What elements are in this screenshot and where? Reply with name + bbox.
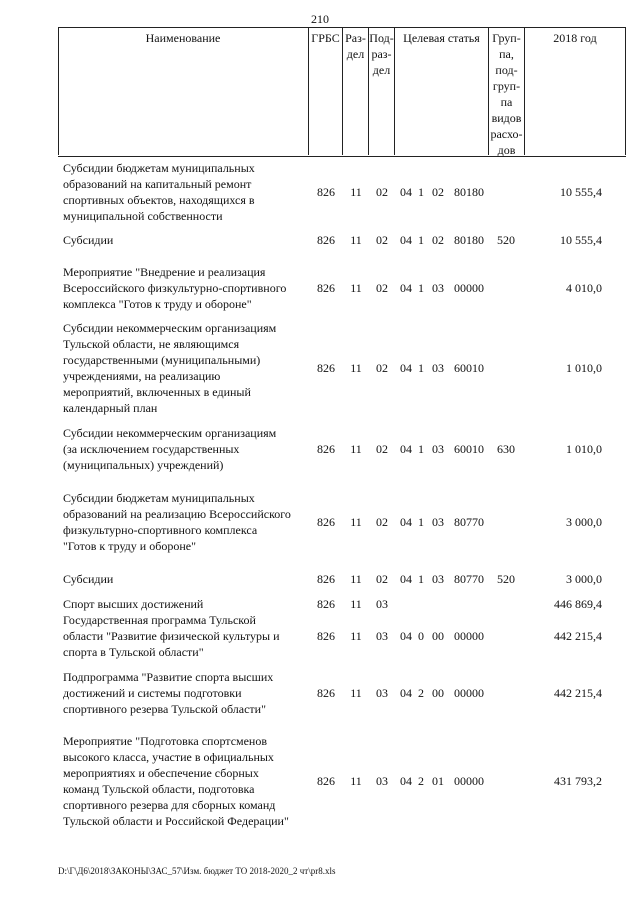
cell-target-event: 02 — [432, 185, 444, 199]
cell-target-program: 04 — [400, 361, 412, 375]
row-name: Государственная программа Тульской области "Развитие физической культуры и спорта в Тульской области" — [63, 613, 280, 659]
header-grbs: ГРБС — [311, 31, 340, 45]
cell-target-direction: 00000 — [454, 629, 484, 643]
cell-razdel: 11 — [350, 361, 362, 375]
cell-target-program: 04 — [400, 442, 412, 456]
row-name: Спорт высших достижений — [63, 597, 204, 611]
file-path-footer: D:\Г\Д6\2018\ЗАКОНЫ\ЗАС_57\Изм. бюджет ТО 2018-2020_2 чт\pr8.xls — [58, 866, 336, 876]
cell-group: 520 — [497, 233, 515, 247]
cell-sum: 442 215,4 — [554, 686, 602, 700]
cell-grbs: 826 — [317, 774, 335, 788]
cell-target-event: 00 — [432, 629, 444, 643]
cell-sum: 431 793,2 — [554, 774, 602, 788]
cell-sum: 4 010,0 — [566, 281, 602, 295]
cell-grbs: 826 — [317, 515, 335, 529]
row-name: Субсидии бюджетам муниципальных образований на капитальный ремонт спортивных объектов, находящихся в муниципальной собственности — [63, 161, 255, 223]
cell-target-direction: 60010 — [454, 442, 484, 456]
header-group: Груп- па, под- груп- па видов расхо- дов — [490, 31, 523, 157]
cell-podrazdel: 03 — [376, 686, 388, 700]
cell-sum: 10 555,4 — [560, 185, 602, 199]
cell-podrazdel: 02 — [376, 361, 388, 375]
cell-podrazdel: 02 — [376, 281, 388, 295]
cell-target-subprogram: 1 — [418, 572, 424, 586]
cell-target-subprogram: 1 — [418, 233, 424, 247]
cell-target-program: 04 — [400, 185, 412, 199]
row-name: Субсидии некоммерческим организациям (за исключением государственных (муниципальных) учреждений) — [63, 426, 277, 472]
cell-grbs: 826 — [317, 185, 335, 199]
page-number: 210 — [311, 12, 329, 26]
cell-target-direction: 80770 — [454, 572, 484, 586]
cell-target-direction: 60010 — [454, 361, 484, 375]
cell-podrazdel: 02 — [376, 233, 388, 247]
cell-target-direction: 80770 — [454, 515, 484, 529]
cell-grbs: 826 — [317, 597, 335, 611]
cell-target-subprogram: 1 — [418, 515, 424, 529]
row-name: Субсидии некоммерческим организациям Тульской области, не являющимся государственными (муниципальными) учреждениями, на реализацию мероприятий, включенных в единый календарный план — [63, 321, 277, 415]
cell-razdel: 11 — [350, 686, 362, 700]
cell-grbs: 826 — [317, 281, 335, 295]
cell-target-subprogram: 1 — [418, 281, 424, 295]
cell-target-direction: 80180 — [454, 233, 484, 247]
cell-sum: 442 215,4 — [554, 629, 602, 643]
cell-target-event: 03 — [432, 361, 444, 375]
cell-sum: 1 010,0 — [566, 442, 602, 456]
cell-podrazdel: 03 — [376, 597, 388, 611]
cell-sum: 446 869,4 — [554, 597, 602, 611]
header-divider — [625, 27, 626, 155]
cell-podrazdel: 03 — [376, 774, 388, 788]
cell-target-subprogram: 2 — [418, 686, 424, 700]
cell-razdel: 11 — [350, 281, 362, 295]
cell-razdel: 11 — [350, 442, 362, 456]
cell-target-program: 04 — [400, 281, 412, 295]
header-target: Целевая статья — [403, 31, 480, 45]
row-name: Субсидии бюджетам муниципальных образований на реализацию Всероссийского физкультурно-спортивного комплекса "Готов к труду и обороне" — [63, 491, 291, 553]
cell-target-subprogram: 1 — [418, 361, 424, 375]
cell-target-subprogram: 2 — [418, 774, 424, 788]
cell-sum: 3 000,0 — [566, 572, 602, 586]
cell-target-program: 04 — [400, 572, 412, 586]
cell-podrazdel: 02 — [376, 515, 388, 529]
cell-razdel: 11 — [350, 597, 362, 611]
header-name: Наименование — [145, 31, 221, 45]
header-podrazdel: Под- раз- дел — [369, 31, 394, 77]
cell-grbs: 826 — [317, 686, 335, 700]
cell-razdel: 11 — [350, 572, 362, 586]
cell-target-event: 03 — [432, 572, 444, 586]
cell-sum: 10 555,4 — [560, 233, 602, 247]
cell-target-program: 04 — [400, 515, 412, 529]
cell-target-program: 04 — [400, 686, 412, 700]
cell-grbs: 826 — [317, 629, 335, 643]
cell-target-event: 01 — [432, 774, 444, 788]
row-name: Мероприятие "Подготовка спортсменов высокого класса, участие в официальных мероприятиях и обеспечение сборных команд Тульской области, подготовка спортивного резерва для сборных команд Тульской области и Российской Федерации" — [63, 734, 289, 828]
header-razdel: Раз- дел — [345, 31, 366, 61]
cell-group: 520 — [497, 572, 515, 586]
cell-target-subprogram: 1 — [418, 442, 424, 456]
cell-target-event: 00 — [432, 686, 444, 700]
cell-target-program: 04 — [400, 629, 412, 643]
row-name: Мероприятие "Внедрение и реализация Всероссийского физкультурно-спортивного комплекса "Готов к труду и обороне" — [63, 265, 287, 311]
cell-razdel: 11 — [350, 233, 362, 247]
cell-target-program: 04 — [400, 233, 412, 247]
cell-grbs: 826 — [317, 233, 335, 247]
cell-target-direction: 00000 — [454, 686, 484, 700]
cell-target-event: 03 — [432, 281, 444, 295]
cell-razdel: 11 — [350, 629, 362, 643]
cell-target-direction: 00000 — [454, 774, 484, 788]
cell-target-event: 03 — [432, 515, 444, 529]
cell-podrazdel: 02 — [376, 185, 388, 199]
cell-group: 630 — [497, 442, 515, 456]
cell-razdel: 11 — [350, 515, 362, 529]
cell-podrazdel: 03 — [376, 629, 388, 643]
cell-sum: 1 010,0 — [566, 361, 602, 375]
row-name: Субсидии — [63, 233, 114, 247]
cell-target-program: 04 — [400, 774, 412, 788]
cell-grbs: 826 — [317, 361, 335, 375]
cell-razdel: 11 — [350, 774, 362, 788]
cell-target-subprogram: 1 — [418, 185, 424, 199]
cell-target-direction: 80180 — [454, 185, 484, 199]
header-divider — [58, 27, 59, 155]
row-name: Субсидии — [63, 572, 114, 586]
header-year: 2018 год — [553, 31, 597, 45]
row-name: Подпрограмма "Развитие спорта высших достижений и системы подготовки спортивного резерва Тульской области" — [63, 670, 274, 716]
cell-target-subprogram: 0 — [418, 629, 424, 643]
cell-target-event: 03 — [432, 442, 444, 456]
cell-grbs: 826 — [317, 442, 335, 456]
cell-razdel: 11 — [350, 185, 362, 199]
cell-sum: 3 000,0 — [566, 515, 602, 529]
cell-podrazdel: 02 — [376, 442, 388, 456]
cell-target-event: 02 — [432, 233, 444, 247]
cell-grbs: 826 — [317, 572, 335, 586]
cell-podrazdel: 02 — [376, 572, 388, 586]
cell-target-direction: 00000 — [454, 281, 484, 295]
